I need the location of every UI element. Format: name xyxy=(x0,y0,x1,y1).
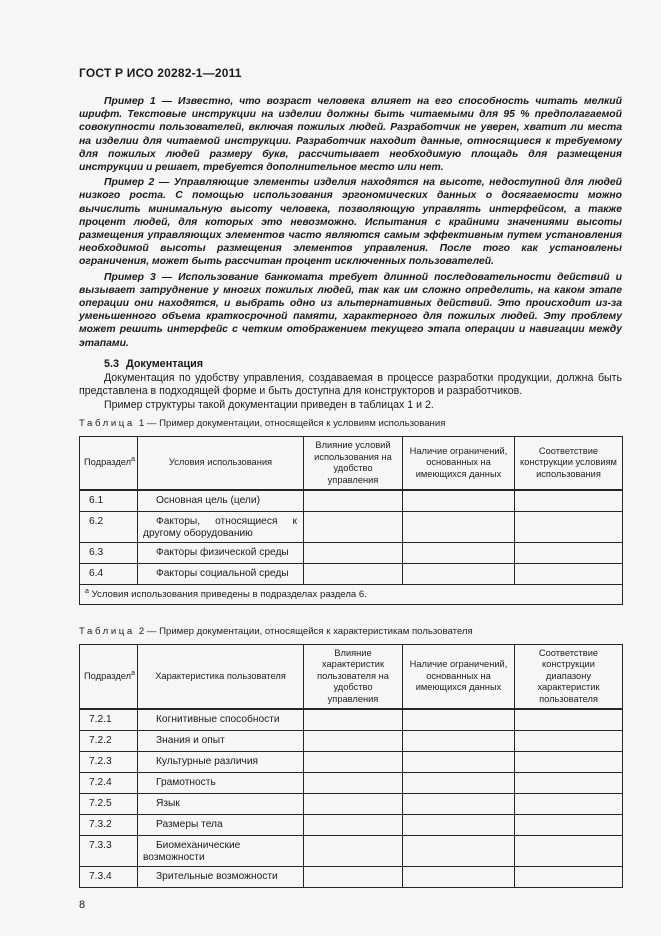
example-paragraph-1: Пример 1 — Известно, что возраст человека влияет на его способность читать мелкий шрифт. Текстовые инструкции на изделии должны быть читаемыми для 95 % предполагаемой совокупности пользователей, включая пожилых людей. Разработчик не уверен, хватит ли места на изделии для читаемой инструкции. Разработчик находит данные, относящиеся к требуемому для пожилых людей размеру букв, рассчитывает необходимую площадь для размещения инструкции и решает, требуется дополнительное место или нет. xyxy=(79,96,622,174)
running-header: ГОСТ Р ИСО 20282-1—2011 xyxy=(79,66,242,80)
row-label-cell: Факторы социальной среды xyxy=(138,563,304,584)
section-number: 5.3 xyxy=(104,357,120,370)
table1-caption-label: Таблица xyxy=(79,418,135,430)
empty-cell xyxy=(515,490,623,512)
row-label-cell: Грамотность xyxy=(138,773,304,794)
empty-cell xyxy=(515,836,623,867)
table-row xyxy=(80,752,623,773)
table-row xyxy=(80,490,623,512)
row-number-cell: 6.1 xyxy=(80,490,138,512)
row-label-cell: Факторы, относящиеся к другому оборудованию xyxy=(138,512,304,543)
row-number-cell: 6.4 xyxy=(80,563,138,584)
empty-cell xyxy=(515,773,623,794)
table2-col-header-subsection: Подраздел$^а$ xyxy=(80,644,138,709)
table-row xyxy=(80,815,623,836)
examples-block xyxy=(79,95,622,350)
empty-cell xyxy=(403,836,515,867)
table2-col-header-influence: Влияние характеристик пользователя на удобство управления xyxy=(304,644,403,709)
footnote-marker: а xyxy=(131,669,135,677)
table-row xyxy=(80,794,623,815)
empty-cell xyxy=(515,731,623,752)
empty-cell xyxy=(515,815,623,836)
empty-cell xyxy=(515,866,623,887)
row-label-cell: Знания и опыт xyxy=(138,731,304,752)
table1-footnote-row xyxy=(80,584,623,604)
row-number-cell: 7.3.3 xyxy=(80,836,138,867)
empty-cell xyxy=(304,542,403,563)
row-label-cell: Факторы физической среды xyxy=(138,542,304,563)
row-label-cell: Биомеханические возможности xyxy=(138,836,304,867)
row-number-cell: 7.3.2 xyxy=(80,815,138,836)
empty-cell xyxy=(403,490,515,512)
section-title: Документация xyxy=(126,357,204,370)
row-label-cell: Размеры тела xyxy=(138,815,304,836)
table-row xyxy=(80,709,623,731)
row-label-cell: Основная цель (цели) xyxy=(138,490,304,512)
row-number-cell: 6.2 xyxy=(80,512,138,543)
table1-caption xyxy=(79,418,622,429)
table1-header-row xyxy=(80,437,623,491)
table-row xyxy=(80,512,623,543)
table2-caption-text: 2 — Пример документации, относящейся к характеристикам пользователя xyxy=(138,625,473,637)
row-number-cell: 7.2.5 xyxy=(80,794,138,815)
example-paragraph-2: Пример 2 — Управляющие элементы изделия находятся на высоте, недоступной для людей низкого роста. С помощью использования эргономических данных о досягаемости можно вычислить минимальную высоту человека, позволяющую управлять интерфейсом, а также процент людей, для которых это невозможно. Испытания с крайними значениями высоты размещения управляющих элементов часто являются самым эффективным путем установления необходимой высоты размещения элементов управления. После того как установлены ограничения, может быть рассчитан процент исключенных пользователей. xyxy=(79,177,622,268)
row-number-cell: 7.2.3 xyxy=(80,752,138,773)
row-label-cell: Язык xyxy=(138,794,304,815)
example-paragraph-3: Пример 3 — Использование банкомата требует длинной последовательности действий и вызывает затруднение у многих пожилых людей, так как им сложно определить, на каком этапе операции они находятся, и выбрать одно из альтернативных действий. Это происходит из-за уменьшенного объема краткосрочной памяти, характерного для пожилых людей. Эту проблему может решить интерфейс с четким отображением текущего этапа операции и навигации между этапами. xyxy=(79,271,622,349)
table2-header-row xyxy=(80,644,623,709)
table-row xyxy=(80,836,623,867)
table2-caption xyxy=(79,626,622,637)
empty-cell xyxy=(304,563,403,584)
row-number-cell: 7.2.4 xyxy=(80,773,138,794)
table1-footnote xyxy=(80,584,623,604)
empty-cell xyxy=(515,542,623,563)
table2-col-header-conformity: Соответствие конструкции диапазону характеристик пользователя xyxy=(515,644,623,709)
row-number-cell: 6.3 xyxy=(80,542,138,563)
table1-col-header-conditions: Условия использования xyxy=(138,437,304,491)
empty-cell xyxy=(403,752,515,773)
table-row xyxy=(80,563,623,584)
row-number-cell: 7.2.1 xyxy=(80,709,138,731)
row-number-cell: 7.3.4 xyxy=(80,866,138,887)
table-row xyxy=(80,773,623,794)
empty-cell xyxy=(403,512,515,543)
footnote-marker: а xyxy=(131,456,135,464)
table2-col-header-limitations: Наличие ограничений, основанных на имеющихся данных xyxy=(403,644,515,709)
empty-cell xyxy=(304,794,403,815)
empty-cell xyxy=(304,731,403,752)
body-paragraph-2: Пример структуры такой документации приведен в таблицах 1 и 2. xyxy=(104,398,434,411)
empty-cell xyxy=(304,773,403,794)
table1 xyxy=(79,436,623,605)
empty-cell xyxy=(403,773,515,794)
empty-cell xyxy=(304,490,403,512)
empty-cell xyxy=(403,794,515,815)
empty-cell xyxy=(304,836,403,867)
table-row xyxy=(80,731,623,752)
table2-caption-label: Таблица xyxy=(79,625,135,637)
empty-cell xyxy=(403,542,515,563)
empty-cell xyxy=(515,512,623,543)
empty-cell xyxy=(304,752,403,773)
empty-cell xyxy=(403,563,515,584)
table1-col-header-limitations: Наличие ограничений, основанных на имеющихся данных xyxy=(403,437,515,491)
section-heading xyxy=(79,358,622,370)
page-content xyxy=(79,0,622,911)
empty-cell xyxy=(403,731,515,752)
body-paragraph-1: Документация по удобству управления, создаваемая в процессе разработки продукции, должна быть представлена в подходящей форме и быть доступна для конструкторов и разработчиков. xyxy=(79,371,622,398)
empty-cell xyxy=(403,866,515,887)
table2 xyxy=(79,644,623,888)
table1-col-header-conformity: Соответствие конструкции условиям использования xyxy=(515,437,623,491)
empty-cell xyxy=(304,512,403,543)
row-label-cell: Когнитивные способности xyxy=(138,709,304,731)
page-number: 8 xyxy=(79,898,86,911)
empty-cell xyxy=(515,563,623,584)
footnote-marker: а xyxy=(85,587,89,595)
empty-cell xyxy=(515,794,623,815)
table2-col-header-characteristic: Характеристика пользователя xyxy=(138,644,304,709)
row-label-cell: Культурные различия xyxy=(138,752,304,773)
row-label-cell: Зрительные возможности xyxy=(138,866,304,887)
empty-cell xyxy=(403,815,515,836)
empty-cell xyxy=(304,866,403,887)
table-row xyxy=(80,542,623,563)
empty-cell xyxy=(515,709,623,731)
table1-col-header-subsection: Подраздел$^а$ xyxy=(80,437,138,491)
table1-col-header-influence: Влияние условий использования на удобство управления xyxy=(304,437,403,491)
footnote-text: Условия использования приведены в подразделах раздела 6. xyxy=(88,588,367,600)
table-row xyxy=(80,866,623,887)
table1-caption-text: 1 — Пример документации, относящейся к условиям использования xyxy=(138,418,446,430)
empty-cell xyxy=(304,709,403,731)
row-number-cell: 7.2.2 xyxy=(80,731,138,752)
empty-cell xyxy=(515,752,623,773)
empty-cell xyxy=(403,709,515,731)
empty-cell xyxy=(304,815,403,836)
